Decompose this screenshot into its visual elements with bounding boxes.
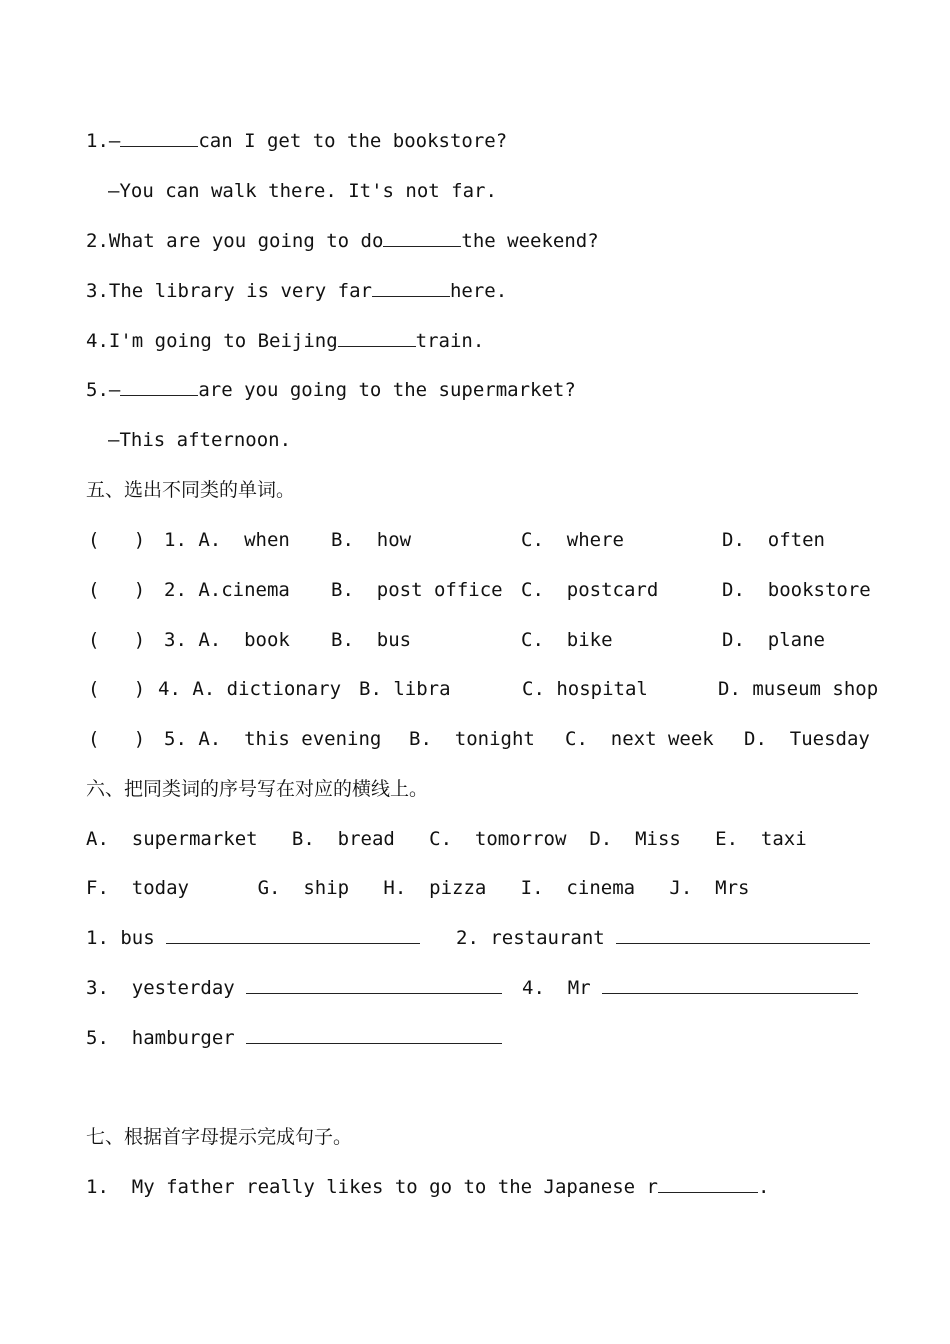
category-label: 3. yesterday bbox=[86, 977, 235, 999]
question-4 bbox=[86, 329, 484, 353]
category-item bbox=[522, 976, 858, 1000]
option-b: B. bus bbox=[331, 629, 412, 651]
question-4-prefix: 4.I'm going to Beijing bbox=[86, 330, 338, 352]
question-prefix: 1. My father really likes to go to the Japanese r bbox=[86, 1176, 658, 1198]
section-7-title: 七、根据首字母提示完成句子。 bbox=[86, 1126, 353, 1148]
category-label: 1. bus bbox=[86, 927, 155, 949]
question-4-suffix: train. bbox=[415, 330, 485, 352]
question-1a-prefix: 1.— bbox=[86, 130, 121, 152]
answer-blank[interactable] bbox=[338, 329, 416, 347]
category-label: 5. hamburger bbox=[86, 1027, 235, 1049]
option-c: C. hospital bbox=[522, 678, 648, 700]
answer-blank[interactable] bbox=[383, 229, 461, 247]
category-item bbox=[86, 976, 502, 1000]
question-1a-suffix: can I get to the bookstore? bbox=[198, 130, 508, 152]
option-c: C. next week bbox=[565, 728, 714, 750]
option-c: C. where bbox=[521, 529, 624, 551]
answer-blank[interactable] bbox=[658, 1175, 758, 1193]
option-d: D. plane bbox=[722, 629, 825, 651]
answer-blank[interactable] bbox=[616, 926, 870, 944]
answer-paren[interactable]: ( ) bbox=[88, 579, 146, 601]
option-c: C. bike bbox=[521, 629, 613, 651]
answer-blank[interactable] bbox=[120, 378, 198, 396]
option-d: D. museum shop bbox=[718, 678, 879, 700]
answer-blank[interactable] bbox=[372, 279, 450, 297]
option-a: 2. A.cinema bbox=[164, 579, 290, 601]
question-5a-suffix: are you going to the supermarket? bbox=[198, 379, 576, 401]
question-3 bbox=[86, 279, 507, 303]
answer-paren[interactable]: ( ) bbox=[88, 728, 146, 750]
question-3-prefix: 3.The library is very far bbox=[86, 280, 372, 302]
option-a: 5. A. this evening bbox=[164, 728, 382, 750]
option-b: B. tonight bbox=[409, 728, 535, 750]
question-1a bbox=[86, 129, 507, 153]
question-2 bbox=[86, 229, 599, 253]
category-label: 2. restaurant bbox=[456, 927, 605, 949]
question-5a bbox=[86, 378, 576, 402]
answer-blank[interactable] bbox=[166, 926, 420, 944]
question-1b: —You can walk there. It's not far. bbox=[108, 180, 497, 202]
answer-blank[interactable] bbox=[246, 976, 502, 994]
question-5a-prefix: 5.— bbox=[86, 379, 121, 401]
options-line-2: F. today G. ship H. pizza I. cinema J. Mrs bbox=[86, 877, 750, 899]
section-7-question-1 bbox=[86, 1175, 769, 1199]
answer-blank[interactable] bbox=[246, 1026, 502, 1044]
category-item bbox=[86, 926, 420, 950]
option-b: B. libra bbox=[359, 678, 451, 700]
answer-blank[interactable] bbox=[602, 976, 858, 994]
section-5-title: 五、选出不同类的单词。 bbox=[86, 479, 296, 501]
category-label: 4. Mr bbox=[522, 977, 591, 999]
option-b: B. how bbox=[331, 529, 412, 551]
question-5b: —This afternoon. bbox=[108, 429, 292, 451]
options-line-1: A. supermarket B. bread C. tomorrow D. Miss E. taxi bbox=[86, 828, 807, 850]
question-suffix: . bbox=[757, 1176, 770, 1198]
option-a: 4. A. dictionary bbox=[158, 678, 342, 700]
section-6-title: 六、把同类词的序号写在对应的横线上。 bbox=[86, 778, 429, 800]
option-b: B. post office bbox=[331, 579, 503, 601]
option-d: D. bookstore bbox=[722, 579, 871, 601]
question-3-suffix: here. bbox=[449, 280, 508, 302]
answer-paren[interactable]: ( ) bbox=[88, 678, 146, 700]
category-item bbox=[86, 1026, 502, 1050]
answer-paren[interactable]: ( ) bbox=[88, 629, 146, 651]
category-item bbox=[456, 926, 870, 950]
option-d: D. Tuesday bbox=[744, 728, 870, 750]
question-2-suffix: the weekend? bbox=[461, 230, 599, 252]
option-c: C. postcard bbox=[521, 579, 659, 601]
answer-paren[interactable]: ( ) bbox=[88, 529, 146, 551]
question-2-prefix: 2.What are you going to do bbox=[86, 230, 384, 252]
option-d: D. often bbox=[722, 529, 825, 551]
option-a: 1. A. when bbox=[164, 529, 290, 551]
option-a: 3. A. book bbox=[164, 629, 290, 651]
answer-blank[interactable] bbox=[120, 129, 198, 147]
